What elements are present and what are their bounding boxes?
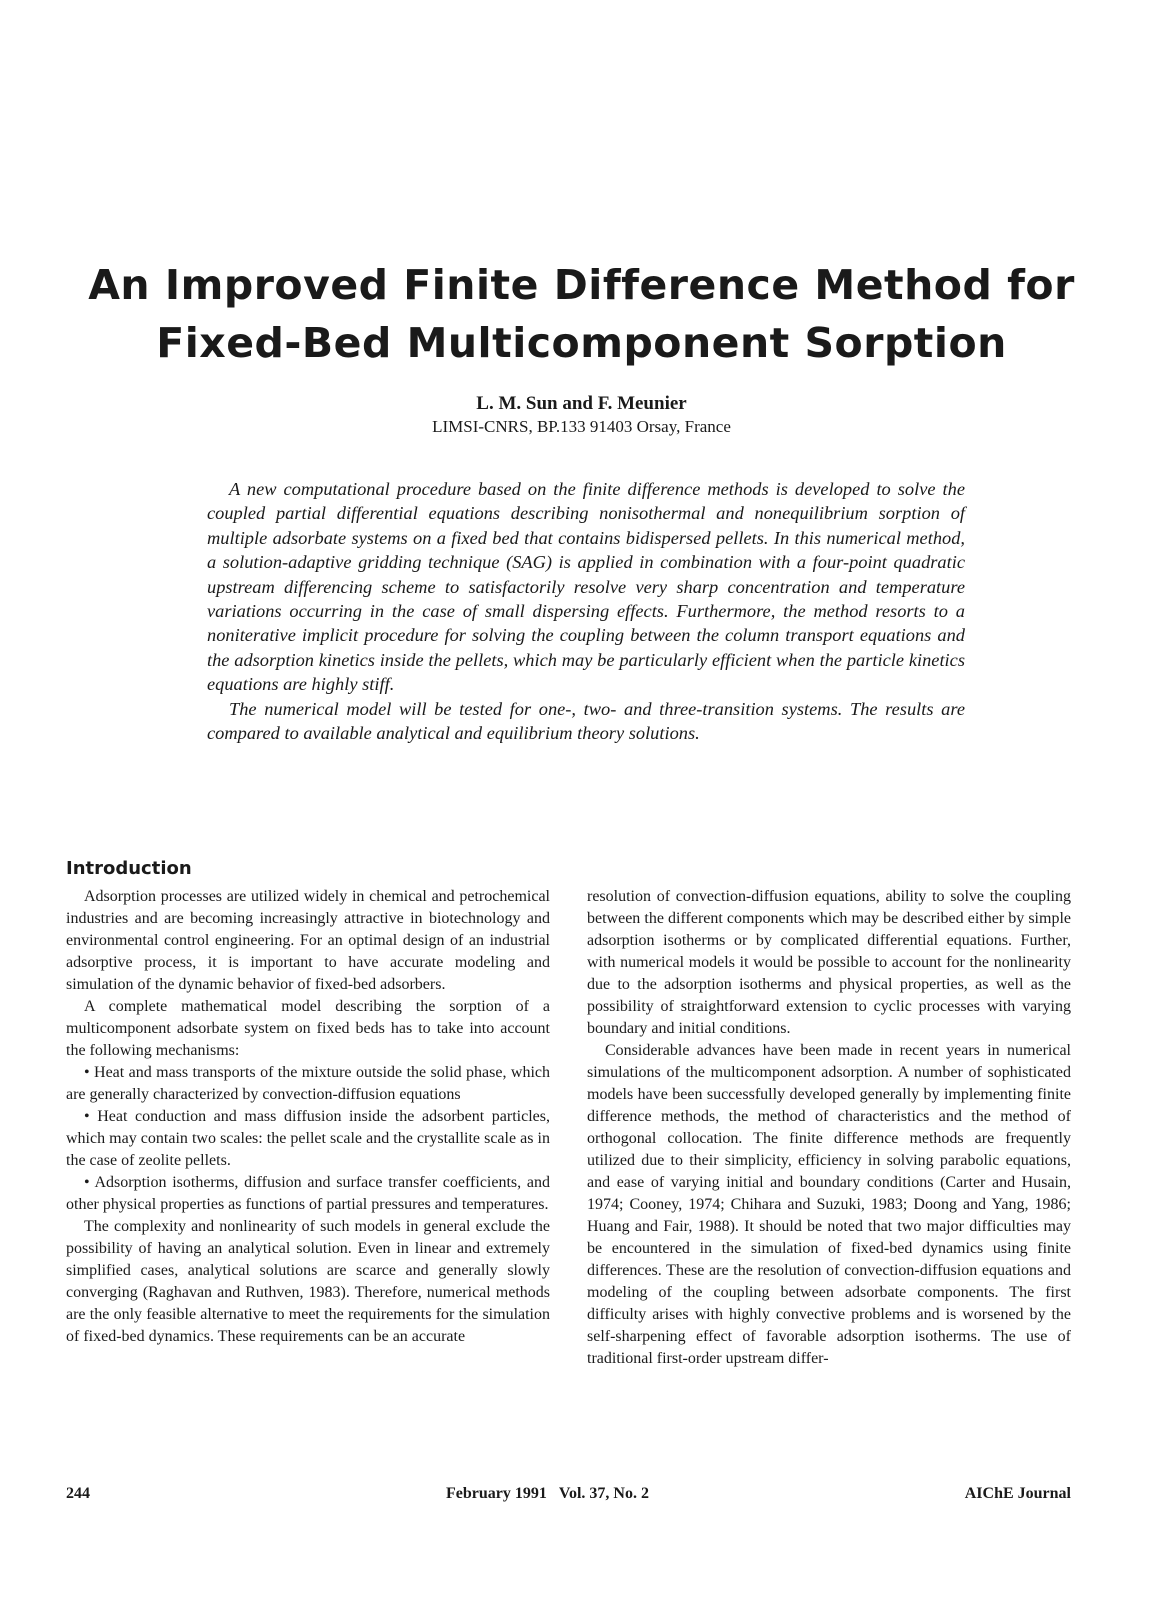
right-column [587, 886, 1071, 1370]
authors: L. M. Sun and F. Meunier [476, 393, 687, 414]
page-number: 244 [66, 1485, 90, 1502]
bullet-item: • Adsorption isotherms, diffusion and surface transfer coefficients, and other physical properties as functions of partial pressures and temperatures. [66, 1174, 550, 1213]
section-heading-introduction: Introduction [66, 858, 192, 879]
body-paragraph: A complete mathematical model describing the sorption of a multicomponent adsorbate system on fixed beds has to take into account the following mechanisms: [66, 998, 550, 1059]
title-line-2: Fixed-Bed Multicomponent Sorption [156, 319, 1007, 367]
issue-info [446, 1482, 649, 1506]
title-line-1: An Improved Finite Difference Method for [88, 261, 1075, 309]
body-paragraph-continued: resolution of convection-diffusion equations, ability to solve the coupling between the different components which may be described either by simple adsorption isotherms or by complicated differential equations. Further, with numerical models it would be possible to account for the nonlinearity due to the adsorption isotherms and physical properties, as well as the possibility of straightforward extension to cyclic processes with varying boundary and initial conditions. [587, 888, 1071, 1037]
abstract-paragraph: A new computational procedure based on the finite difference methods is developed to solve the coupled partial differential equations describing nonisothermal and nonequilibrium sorption of multiple adsorbate systems on a fixed bed that contains bidispersed pellets. In this numerical method, a solution-adaptive gridding technique (SAG) is applied in combination with a four-point quadratic upstream differencing scheme to satisfactorily resolve very sharp concentration and temperature variations occurring in the case of small dispersing effects. Furthermore, the method resorts to a noniterative implicit procedure for solving the coupling between the column transport equations and the adsorption kinetics inside the pellets, which may be particularly efficient when the particle kinetics equations are highly stiff. [207, 479, 965, 695]
abstract [207, 477, 965, 745]
bullet-item: • Heat conduction and mass diffusion inside the adsorbent particles, which may contain two scales: the pellet scale and the crystallite scale as in the case of zeolite pellets. [66, 1108, 550, 1169]
article-title [0, 256, 1163, 372]
journal-name: AIChE Journal [964, 1485, 1071, 1502]
issue-date: February 1991 [446, 1485, 547, 1502]
affiliation: LIMSI-CNRS, BP.133 91403 Orsay, France [432, 417, 731, 436]
body-paragraph: Adsorption processes are utilized widely in chemical and petrochemical industries and are becoming increasingly attractive in biotechnology and environmental control engineering. For an optimal design of an industrial adsorptive process, it is important to have accurate modeling and simulation of the dynamic behavior of fixed-bed adsorbers. [66, 888, 550, 993]
abstract-paragraph: The numerical model will be tested for one-, two- and three-transition systems. The results are compared to available analytical and equilibrium theory solutions. [207, 698, 965, 744]
bullet-item: • Heat and mass transports of the mixture outside the solid phase, which are generally characterized by convection-diffusion equations [66, 1064, 550, 1103]
issue-volume: Vol. 37, No. 2 [558, 1485, 649, 1502]
body-paragraph: Considerable advances have been made in recent years in numerical simulations of the multicomponent adsorption. A number of sophisticated models have been successfully developed generally by implementing finite difference methods, the method of characteristics and the method of orthogonal collocation. The finite difference methods are frequently utilized due to their simplicity, efficiency in solving parabolic equations, and ease of varying initial and boundary conditions (Carter and Husain, 1974; Cooney, 1974; Chihara and Suzuki, 1983; Doong and Yang, 1986; Huang and Fair, 1988). It should be noted that two major difficulties may be encountered in the simulation of fixed-bed dynamics using finite differences. These are the resolution of convection-diffusion equations and modeling of the coupling between adsorbate components. The first difficulty arises with highly convective problems and is worsened by the self-sharpening effect of favorable adsorption isotherms. The use of traditional first-order upstream differ- [587, 1042, 1071, 1367]
body-paragraph: The complexity and nonlinearity of such models in general exclude the possibility of having an analytical solution. Even in linear and extremely simplified cases, analytical solutions are scarce and generally slowly converging (Raghavan and Ruthven, 1983). Therefore, numerical methods are the only feasible alternative to meet the requirements for the simulation of fixed-bed dynamics. These requirements can be an accurate [66, 1218, 550, 1345]
left-column [66, 886, 550, 1348]
